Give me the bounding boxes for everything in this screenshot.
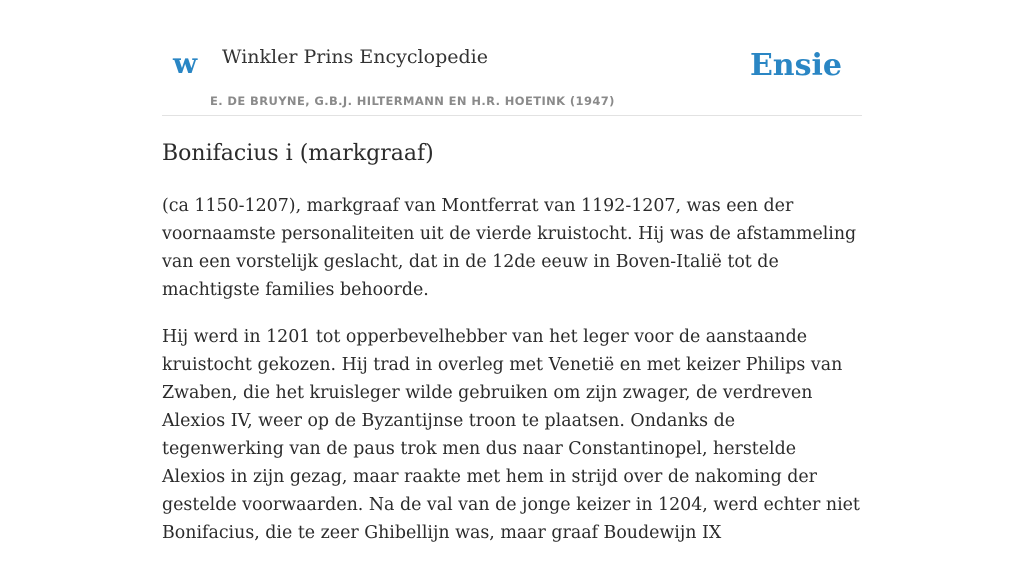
article-paragraph: (ca 1150-1207), markgraaf van Montferrat van 1192-1207, was een der voornaamste personaliteiten uit de vierde kruistocht. Hij was de afstammeling van een vorstelijk geslacht, dat in de 12de eeuw in Boven-Italië tot de machtigste families behoorde. (162, 196, 857, 300)
site-title[interactable]: Winkler Prins Encyclopedie (222, 46, 488, 68)
page (162, 0, 862, 543)
article-paragraph: Hij werd in 1201 tot opperbevelhebber van het leger voor de aanstaande kruistocht gekozen. Hij trad in overleg met Venetië en met keizer Philips van Zwaben, die het kruisleger wilde gebruiken om zijn zwager, de verdreven Alexios IV, weer op de Byzantijnse troon te plaatsen. Ondanks de tegenwerking van de paus trok men dus naar Constantinopel, herstelde Alexios in zijn gezag, maar raakte met hem in strijd over de nakoming der gestelde voorwaarden. Na de val van de jonge keizer in 1204, werd echter niet Bonifacius, die te zeer Ghibellijn was, maar graaf Boudewijn IX (162, 327, 860, 543)
winkler-prins-logo[interactable]: w (173, 47, 198, 80)
ensie-brand-logo[interactable]: Ensie (749, 48, 842, 83)
site-header (162, 0, 862, 116)
article-body (162, 192, 862, 566)
authors-line: E. DE BRUYNE, G.B.J. HILTERMANN EN H.R. HOETINK (1947) (210, 94, 615, 108)
article-title: Bonifacius i (markgraaf) (162, 141, 434, 166)
